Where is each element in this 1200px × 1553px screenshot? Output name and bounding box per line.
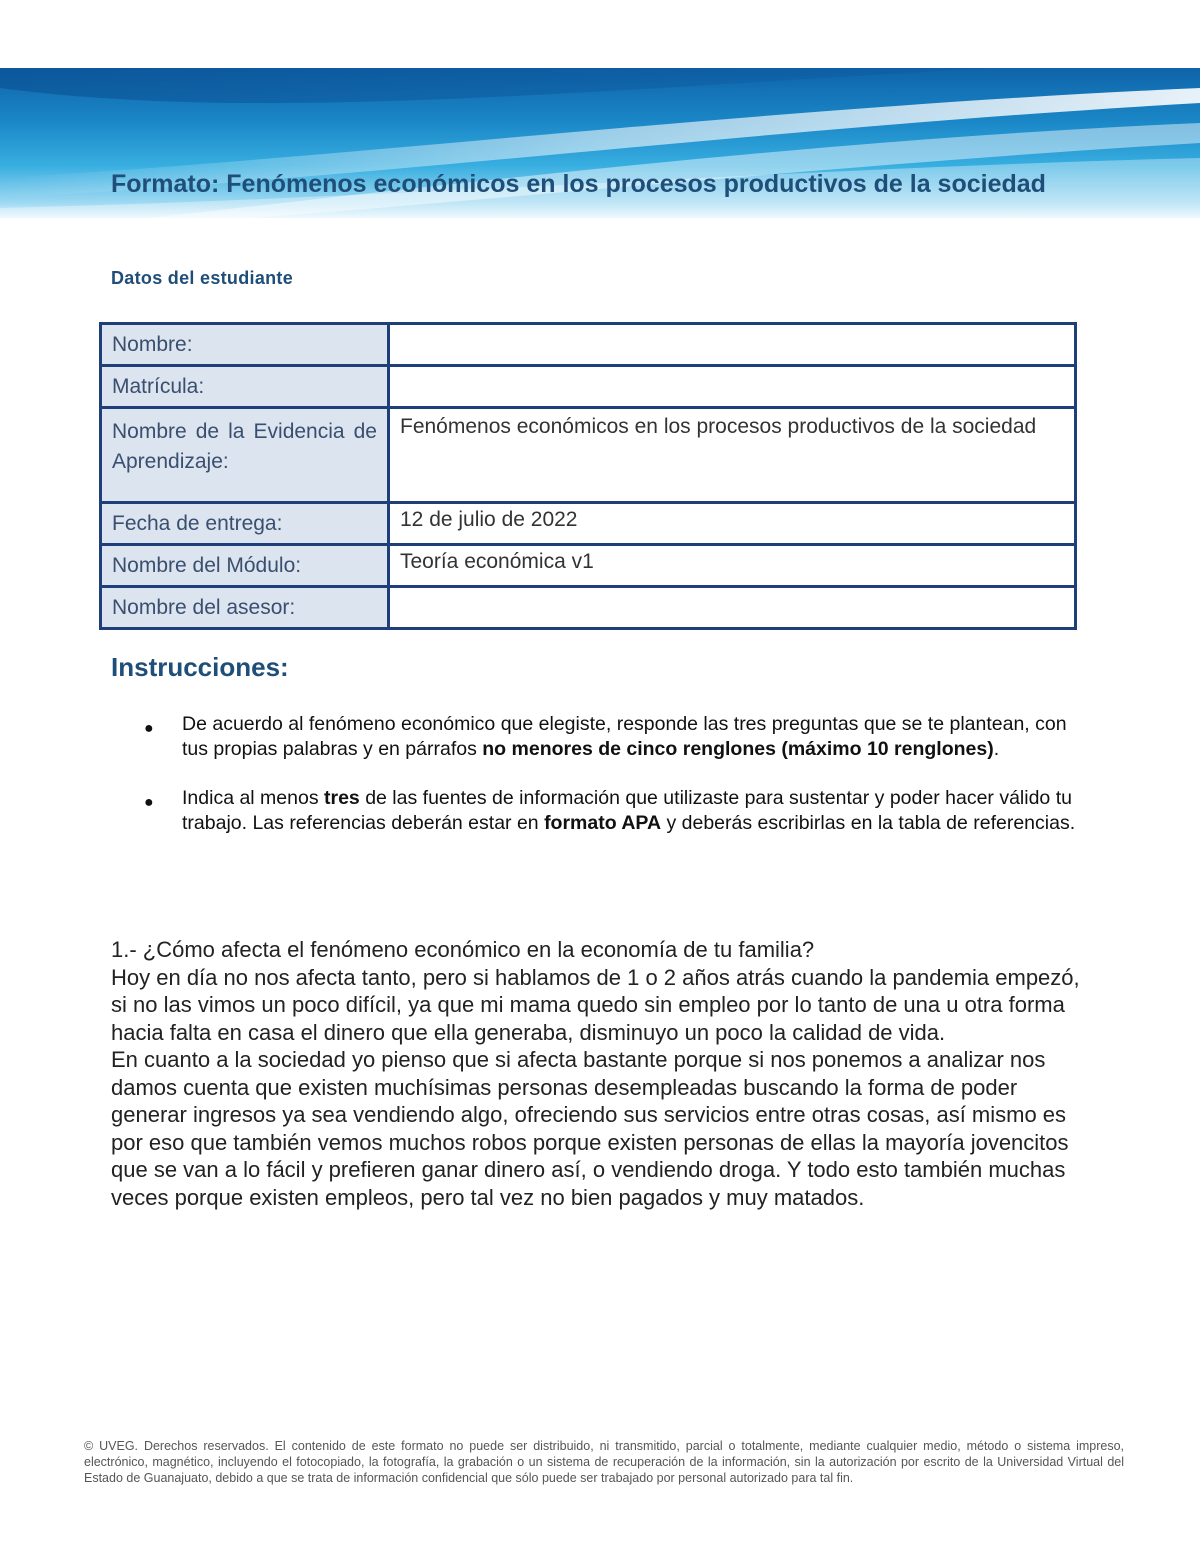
instructions-heading: Instrucciones: bbox=[111, 652, 289, 682]
document-title: Formato: Fenómenos económicos en los procesos productivos de la sociedad bbox=[111, 170, 1046, 198]
name-value bbox=[389, 324, 1076, 366]
list-item: ● Indica al menos tres de las fuentes de información que utilizaste para sustentar y poder hacer válido tu trabajo. Las referencias deberán estar en formato APA y deberás escribirlas en la tabla de referencias. bbox=[144, 787, 1076, 834]
evidence-name-label: Nombre de la Evidencia de Aprendizaje: bbox=[101, 408, 389, 503]
table-row bbox=[101, 408, 1076, 503]
student-data-heading: Datos del estudiante bbox=[111, 268, 294, 288]
table-row bbox=[101, 587, 1076, 629]
student-data-table bbox=[99, 322, 1077, 630]
table-row bbox=[101, 545, 1076, 587]
bullet-icon: ● bbox=[144, 720, 154, 737]
table-row bbox=[101, 366, 1076, 408]
instructions-list bbox=[140, 712, 1090, 860]
answer-paragraph: Hoy en día no nos afecta tanto, pero si hablamos de 1 o 2 años atrás cuando la pandemia empezó, si no las vimos un poco difícil, ya que mi mama quedo sin empleo por lo tanto de una u otra forma hacia falta en casa el dinero que ella generaba, disminuyo un poco la calidad de vida. bbox=[111, 964, 1080, 1045]
question-text: 1.- ¿Cómo afecta el fenómeno económico en la economía de tu familia? bbox=[111, 937, 815, 962]
advisor-name-label: Nombre del asesor: bbox=[101, 587, 389, 629]
module-name-label: Nombre del Módulo: bbox=[101, 545, 389, 587]
answer-section bbox=[111, 936, 1081, 1211]
advisor-name-value bbox=[389, 587, 1076, 629]
name-label: Nombre: bbox=[101, 324, 389, 366]
bullet-icon: ● bbox=[144, 794, 154, 811]
list-item: ● De acuerdo al fenómeno económico que elegiste, responde las tres preguntas que se te plantean, con tus propias palabras y en párrafos no menores de cinco renglones (máximo 10 renglones). bbox=[144, 713, 1067, 760]
copyright-footer: © UVEG. Derechos reservados. El contenido de este formato no puede ser distribuido, ni transmitido, parcial o totalmente, mediante cualquier medio, método o sistema impreso, electrónico, magnético, incluyendo el fotocopiado, la fotografía, la grabación o un sistema de recuperación de la información, sin la autorización por escrito de la Universidad Virtual del Estado de Guanajuato, debido a que se trata de información confidencial que sólo puede ser trabajado por personal autorizado para tal fin. bbox=[84, 1439, 1124, 1485]
evidence-name-value: Fenómenos económicos en los procesos productivos de la sociedad bbox=[389, 408, 1076, 503]
matricula-value bbox=[389, 366, 1076, 408]
delivery-date-value: 12 de julio de 2022 bbox=[389, 503, 1076, 545]
table-row bbox=[101, 503, 1076, 545]
module-name-value: Teoría económica v1 bbox=[389, 545, 1076, 587]
table-row bbox=[101, 324, 1076, 366]
delivery-date-label: Fecha de entrega: bbox=[101, 503, 389, 545]
matricula-label: Matrícula: bbox=[101, 366, 389, 408]
answer-paragraph: En cuanto a la sociedad yo pienso que si afecta bastante porque si nos ponemos a analizar nos damos cuenta que existen muchísimas personas desempleadas buscando la forma de poder generar ingresos ya sea vendiendo algo, ofreciendo sus servicios entre otras cosas, así mismo es por eso que también vemos muchos robos porque existen personas de ellas la mayoría jovencitos que se van a lo fácil y prefieren ganar dinero así, o vendiendo droga. Y todo esto también muchas veces porque existen empleos, pero tal vez no bien pagados y muy matados. bbox=[111, 1047, 1069, 1210]
